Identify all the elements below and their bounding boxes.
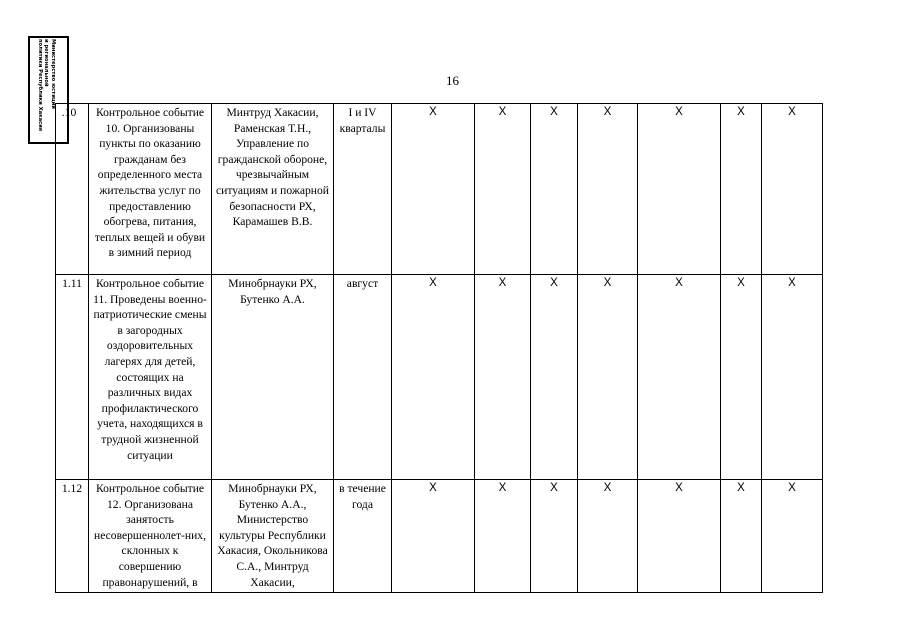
mark-cell: X: [721, 480, 762, 593]
mark-cell: X: [762, 480, 823, 593]
responsible-cell: Минобрнауки РХ, Бутенко А.А.: [212, 275, 334, 480]
mark-cell: X: [721, 275, 762, 480]
row-number: 1.12: [56, 480, 89, 593]
stamp-text: Министерство юстиции и региональной политики Республики Хакасия: [37, 39, 56, 132]
mark-cell: X: [531, 275, 578, 480]
event-text: 11. Проведены военно-патриотические смены в загородных оздоровительных лагерях для детей, состоящих на различных видах профилактического учета, находящихся в трудной жизненной ситуации: [93, 292, 207, 462]
mark-cell: X: [638, 275, 721, 480]
row-number: 1.11: [56, 275, 89, 480]
mark-cell: X: [578, 104, 638, 275]
responsible-cell: Минобрнауки РХ, Бутенко А.А., Министерство культуры Республики Хакасия, Окольникова С.А., Минтруд Хакасии,: [212, 480, 334, 593]
event-text: 12. Организована занятость несовершеннолет-них, склонных к совершению правонарушений, в: [93, 497, 207, 589]
mark-cell: X: [578, 480, 638, 593]
row-number: .10: [56, 104, 89, 275]
event-cell: [89, 480, 212, 593]
table-row: [56, 275, 823, 480]
mark-cell: X: [762, 275, 823, 480]
mark-cell: X: [638, 104, 721, 275]
mark-cell: X: [721, 104, 762, 275]
event-title: Контрольное событие: [95, 482, 205, 495]
mark-cell: X: [392, 104, 475, 275]
event-text: 10. Организованы пункты по оказанию гражданам без определенного места жительства услуг по предоставлению обогрева, питания, теплых вещей и обуви в зимний период: [94, 121, 206, 260]
event-cell: [89, 275, 212, 480]
mark-cell: X: [531, 480, 578, 593]
mark-cell: X: [638, 480, 721, 593]
term-cell: I и IV кварталы: [334, 104, 392, 275]
table-row: [56, 104, 823, 275]
plan-table: [55, 103, 823, 593]
mark-cell: X: [392, 275, 475, 480]
event-title: Контрольное событие: [95, 106, 205, 119]
mark-cell: X: [475, 480, 531, 593]
term-cell: в течение года: [334, 480, 392, 593]
mark-cell: X: [392, 480, 475, 593]
mark-cell: X: [762, 104, 823, 275]
mark-cell: X: [578, 275, 638, 480]
mark-cell: X: [475, 104, 531, 275]
event-cell: [89, 104, 212, 275]
table-row: [56, 480, 823, 593]
event-title: Контрольное событие: [95, 277, 205, 290]
mark-cell: X: [531, 104, 578, 275]
page-number: 16: [446, 73, 459, 88]
term-cell: август: [334, 275, 392, 480]
responsible-cell: Минтруд Хакасии, Раменская Т.Н., Управление по гражданской обороне, чрезвычайным ситуациям и пожарной безопасности РХ, Карамашев В.В.: [212, 104, 334, 275]
mark-cell: X: [475, 275, 531, 480]
